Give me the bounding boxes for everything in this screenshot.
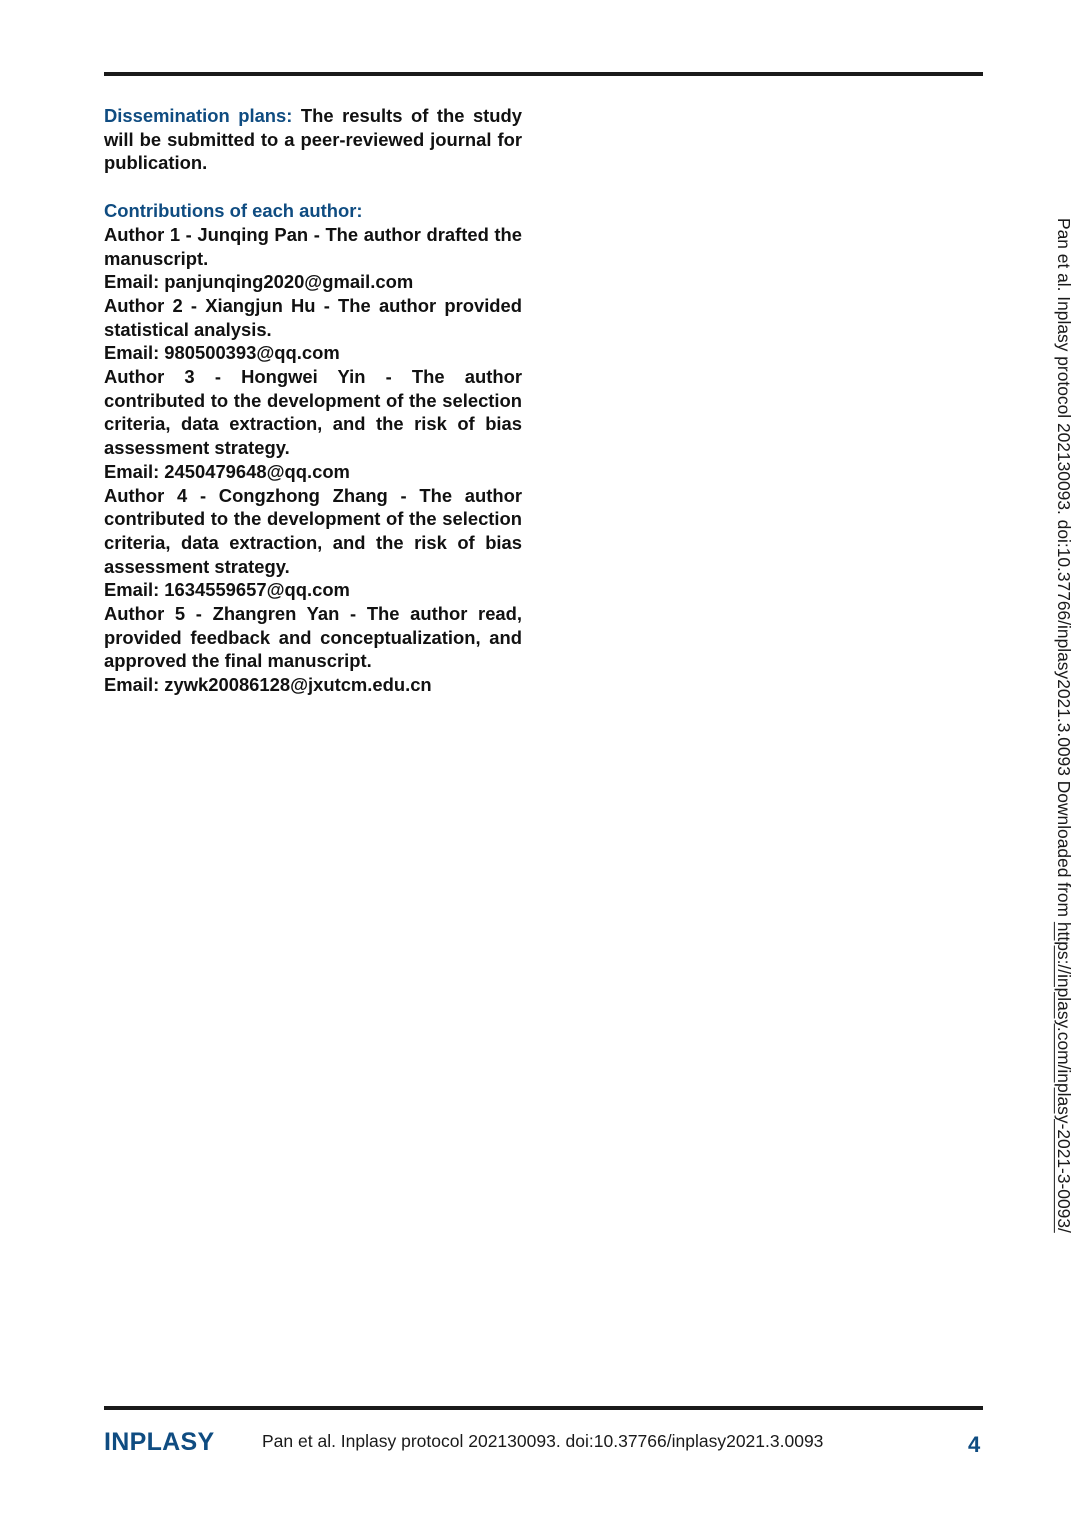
download-notice [1053,218,1075,1233]
section-gap [104,175,522,199]
footer-citation: Pan et al. Inplasy protocol 202130093. doi:10.37766/inplasy2021.3.0093 [262,1431,824,1451]
author-3-line: Author 3 - Hongwei Yin - The author contributed to the development of the selection criteria, data extraction, and the risk of bias assessment strategy. [104,366,522,459]
main-column [104,104,522,697]
author-4-email: Email: 1634559657@qq.com [104,579,350,601]
download-link[interactable]: https://inplasy.com/inplasy-2021-3-0093/ [1054,921,1074,1233]
author-1-email: Email: panjunqing2020@gmail.com [104,271,414,293]
author-2-line: Author 2 - Xiangjun Hu - The author provided statistical analysis. [104,294,522,340]
author-3-email: Email: 2450479648@qq.com [104,460,350,482]
dissemination-paragraph [104,104,522,175]
author-1-line: Author 1 - Junqing Pan - The author drafted the manuscript. [104,223,522,269]
journal-logo: INPLASY [104,1428,215,1456]
page-number: 4 [968,1432,981,1457]
top-rule [104,72,983,76]
dissemination-label: Dissemination plans: [104,105,293,126]
bottom-rule [104,1406,983,1410]
author-5-email: Email: zywk20086128@jxutcm.edu.cn [104,674,432,696]
dissemination-text: The results of the study will be submitted to a peer-reviewed journal for publication. [104,105,523,174]
author-2-email: Email: 980500393@qq.com [104,342,340,364]
download-notice-text: Pan et al. Inplasy protocol 202130093. doi:10.37766/inplasy2021.3.0093 Downloaded from [1054,218,1074,922]
author-5-line: Author 5 - Zhangren Yan - The author read, provided feedback and conceptualization, and approved the final manuscript. [104,603,522,672]
author-4-line: Author 4 - Congzhong Zhang - The author contributed to the development of the selection criteria, data extraction, and the risk of bias assessment strategy. [104,484,522,577]
contributions-heading: Contributions of each author: [104,200,363,222]
